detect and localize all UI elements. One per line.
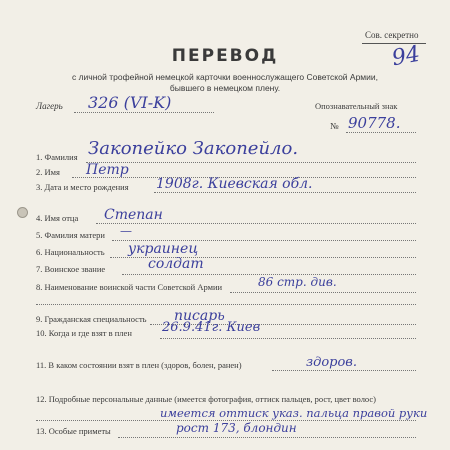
field-3-value: 1908г. Киевская обл. — [156, 176, 313, 192]
id-number-label: № — [330, 121, 339, 131]
field-10-line — [160, 338, 416, 339]
field-1-value: Закопейко Закопейло. — [88, 138, 299, 159]
field-8-extra-line — [36, 304, 416, 305]
field-13-value: рост 173, блондин — [176, 421, 297, 435]
field-10-label: 10. Когда и где взят в плен — [36, 328, 132, 338]
field-3-label: 3. Дата и место рождения — [36, 182, 129, 192]
field-13-label: 13. Особые приметы — [36, 426, 111, 436]
id-mark-label: Опознавательный знак — [315, 101, 398, 111]
field-13-line — [118, 437, 416, 438]
field-3-line — [154, 192, 416, 193]
field-5-label: 5. Фамилия матери — [36, 230, 105, 240]
field-10-value: 26.9.41г. Киев — [162, 320, 261, 335]
field-11-value: здоров. — [306, 355, 358, 370]
field-4-line — [96, 223, 416, 224]
camp-value: 326 (VI-K) — [88, 93, 172, 112]
camp-line — [74, 112, 214, 113]
punch-hole — [17, 207, 28, 218]
field-8-value: 86 стр. див. — [258, 275, 337, 289]
secrecy-label: Сов. секретно — [365, 30, 419, 40]
subtitle-line-2: бывшего в немецком плену. — [169, 83, 281, 93]
field-6-value: украинец — [128, 241, 199, 257]
field-8-label: 8. Наименование воинской части Советской Армии — [36, 282, 223, 292]
field-11-label: 11. В каком состоянии взят в плен (здоров, болен, ранен) — [36, 360, 242, 370]
field-11-line — [272, 370, 416, 371]
camp-label: Лагерь — [36, 101, 63, 111]
field-2-label: 2. Имя — [36, 167, 60, 177]
field-12-value: имеется оттиск указ. пальца правой руки — [160, 406, 428, 420]
field-9-value: писарь — [174, 308, 225, 324]
field-7-label: 7. Воинское звание — [36, 264, 106, 274]
field-5-value: — — [120, 224, 132, 238]
field-6-label: 6. Национальность — [36, 247, 105, 257]
field-12-label: 12. Подробные персональные данные (имеется фотография, оттиск пальцев, рост, цвет волос) — [36, 394, 376, 404]
field-8-line — [230, 292, 416, 293]
field-4-value: Степан — [104, 207, 163, 223]
field-4-label: 4. Имя отца — [36, 213, 79, 223]
field-9-label: 9. Гражданская специальность — [36, 314, 147, 324]
field-1-line — [86, 162, 416, 163]
field-1-label: 1. Фамилия — [36, 152, 78, 162]
field-2-value: Петр — [86, 162, 129, 178]
id-number-line — [346, 132, 416, 133]
id-number-value: 90778. — [348, 114, 401, 132]
field-7-value: солдат — [148, 256, 204, 272]
document-title: ПЕРЕВОД — [171, 46, 279, 66]
handwritten-page-number: 94 — [390, 41, 422, 72]
subtitle-line-1: с личной трофейной немецкой карточки военнослужащего Советской Армии, — [71, 72, 379, 82]
